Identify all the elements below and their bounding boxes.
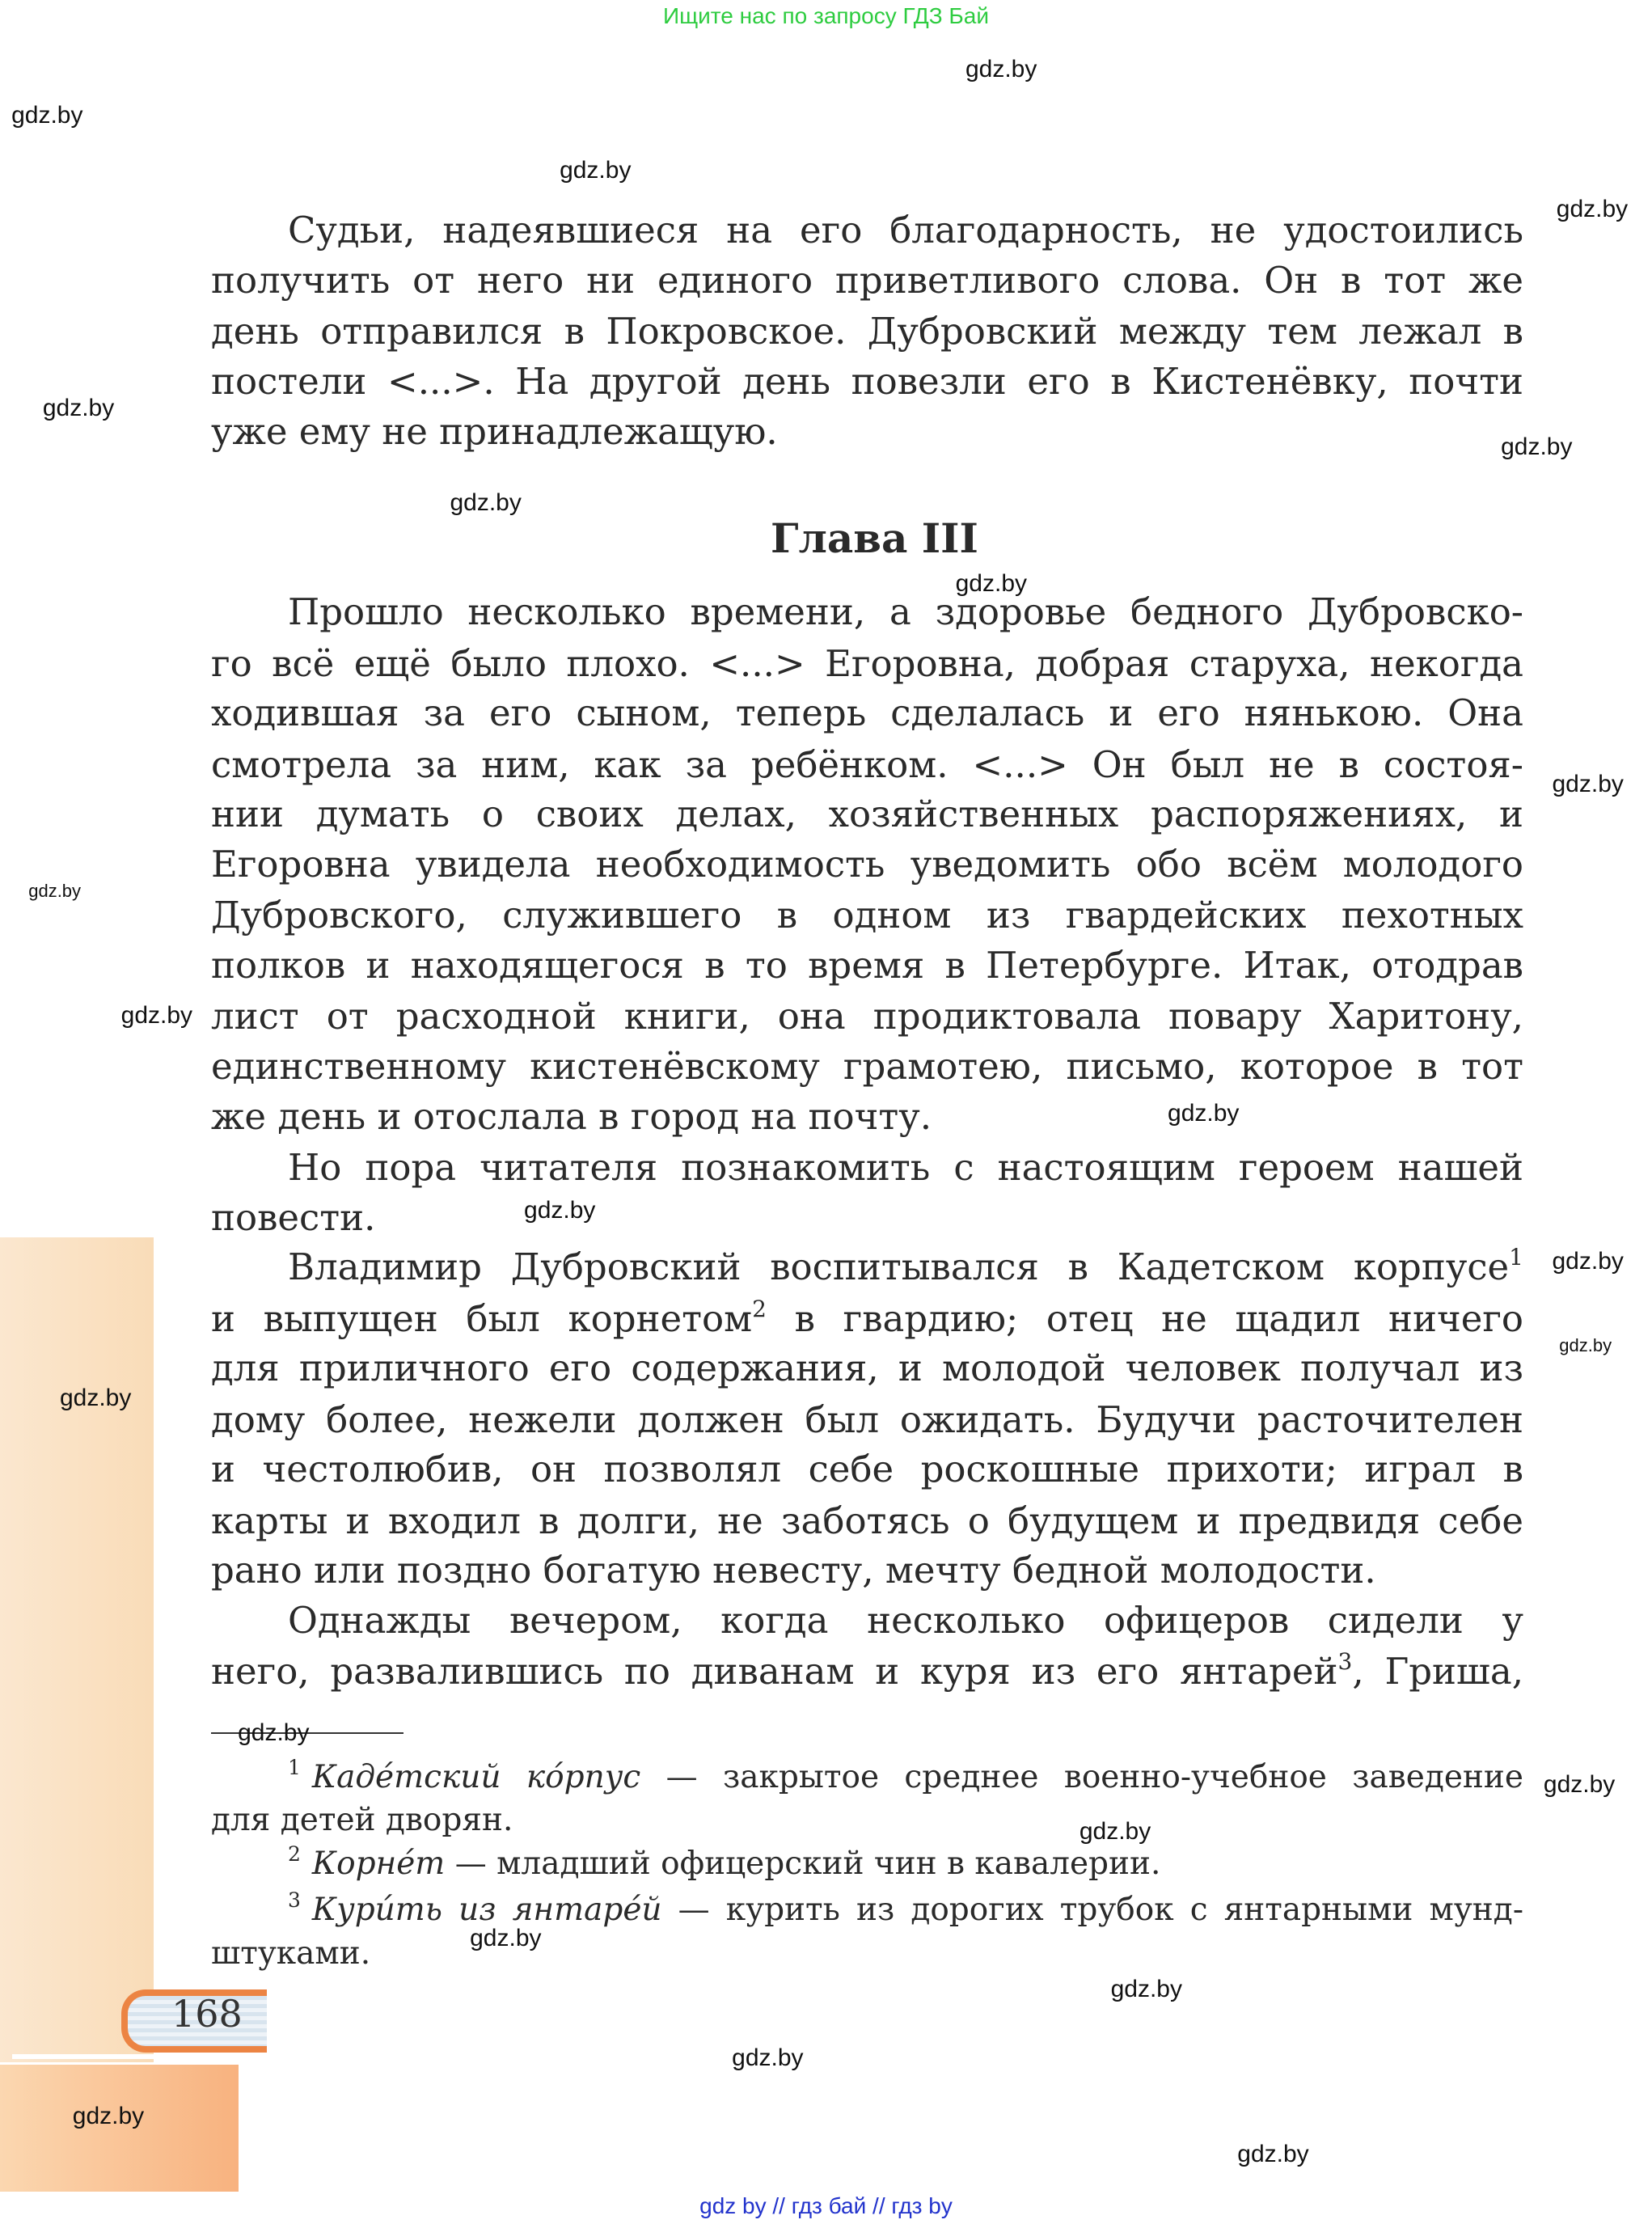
- line-text: повести.: [211, 1195, 376, 1239]
- text-line: [211, 1448, 1523, 1491]
- top-banner[interactable]: Ищите нас по запросу ГДЗ Бай: [662, 3, 990, 28]
- text-line: [288, 1599, 1523, 1643]
- text-line: [211, 1196, 1523, 1240]
- watermark: gdz.by: [450, 488, 522, 516]
- watermark: gdz.by: [1543, 1770, 1616, 1798]
- text-line: [288, 1146, 1523, 1190]
- line-text: Владимир Дубровский воспитывался в Кадетском корпусе: [288, 1245, 1510, 1289]
- text-line: [211, 1398, 1523, 1442]
- chapter-heading: Глава III: [771, 514, 978, 562]
- text-line: [211, 944, 1523, 987]
- watermark: gdz.by: [1168, 1100, 1240, 1127]
- line-text: получить от него ни единого приветливого слова. Он в тот же: [211, 258, 1523, 302]
- watermark: gdz.by: [965, 56, 1037, 83]
- line-text-tail: в гвардию; отец не щадил ничего: [767, 1296, 1523, 1340]
- watermark: gdz.by: [560, 157, 632, 184]
- text-line: [211, 410, 1523, 454]
- watermark: gdz.by: [1552, 771, 1624, 798]
- watermark: gdz.by: [524, 1196, 596, 1224]
- line-text: день отправился в Покровское. Дубровский между тем лежал в: [211, 310, 1523, 353]
- watermark: gdz.by: [120, 1001, 193, 1029]
- line-text: для приличного его содержания, и молодой человек получал из: [211, 1347, 1523, 1390]
- text-line: [211, 691, 1523, 735]
- text-line: [288, 209, 1523, 252]
- watermark: gdz.by: [1559, 1335, 1612, 1356]
- line-text: Но пора читателя познакомить с настоящим героем нашей: [288, 1146, 1523, 1190]
- line-text: Дубровского, служившего в одном из гвардейских пехотных: [211, 894, 1523, 937]
- watermark: gdz.by: [732, 2044, 804, 2071]
- footnote-definition: — младший офицерский чин в кавалерии.: [445, 1846, 1161, 1883]
- line-text: ходившая за его сыном, теперь сделалась и его нянькою. Она: [211, 691, 1523, 735]
- text-line: [211, 1297, 1523, 1341]
- text-line: [211, 1650, 1523, 1693]
- text-line: [211, 360, 1523, 404]
- line-text: смотрела за ним, как за ребёнком. <...> Он был не в состоя-: [211, 742, 1523, 786]
- watermark: gdz.by: [1079, 1817, 1151, 1845]
- text-line: [288, 590, 1523, 634]
- footnote-marker[interactable]: 3: [1337, 1648, 1353, 1676]
- line-text: дому более, нежели должен был ожидать. Будучи расточителен: [211, 1397, 1523, 1441]
- line-text: го всё ещё было плохо. <...> Егоровна, добрая старуха, некогда: [211, 641, 1523, 685]
- watermark: gdz.by: [470, 1924, 542, 1951]
- footnote-number: 1: [288, 1755, 301, 1779]
- footnote-term: Кури́ть из янтаре́й: [311, 1891, 662, 1928]
- footnote-definition: — закрытое среднее военно-учебное заведение: [640, 1758, 1523, 1795]
- text-line: [211, 1095, 1523, 1139]
- watermark: gdz.by: [238, 1719, 310, 1747]
- line-text: единственному кистенёвскому грамотею, письмо, которое в тот: [211, 1044, 1523, 1088]
- footnote: [288, 1755, 1523, 1797]
- line-text: полков и находящегося в то время в Петербурге. Итак, отодрав: [211, 943, 1523, 987]
- footnote-continuation: штуками.: [211, 1935, 371, 1972]
- footnote-continuation: для детей дворян.: [211, 1801, 513, 1838]
- bottom-links[interactable]: gdz by // гдз бай // гдз by: [699, 2193, 953, 2218]
- watermark: gdz.by: [28, 881, 82, 902]
- watermark: gdz.by: [72, 2102, 145, 2129]
- page-number: 168: [171, 1992, 243, 2036]
- text-line: [211, 743, 1523, 787]
- text-line: [211, 894, 1523, 937]
- watermark: gdz.by: [42, 395, 115, 422]
- line-text: него, развалившись по диванам и куря из его янтарей: [211, 1650, 1338, 1693]
- watermark: gdz.by: [1556, 195, 1629, 222]
- text-line: [211, 793, 1523, 836]
- line-text: и выпущен был корнетом: [211, 1296, 753, 1340]
- text-line: [211, 259, 1523, 302]
- text-line: [211, 843, 1523, 886]
- footnote-marker[interactable]: 2: [752, 1295, 767, 1322]
- text-line: [211, 995, 1523, 1038]
- line-text: постели <...>. На другой день повезли его в Кистенёвку, почти: [211, 359, 1523, 403]
- watermark: gdz.by: [955, 570, 1028, 597]
- text-line: [211, 310, 1523, 353]
- line-text: Прошло несколько времени, а здоровье бедного Дубровско-: [288, 590, 1523, 634]
- margin-decoration: [0, 1237, 154, 2062]
- footnote: [288, 1888, 1523, 1930]
- margin-divider: [12, 2054, 239, 2059]
- footnote: [211, 1801, 1523, 1840]
- text-line: [288, 1245, 1523, 1289]
- watermark: gdz.by: [1110, 1976, 1182, 2003]
- line-text: Судьи, надеявшиеся на его благодарность, не удостоились: [288, 209, 1523, 252]
- line-text: Однажды вечером, когда несколько офицеров сидели у: [288, 1599, 1523, 1643]
- line-text: уже ему не принадлежащую.: [211, 409, 778, 453]
- footnote-definition: — курить из дорогих трубок с янтарными мунд-: [661, 1891, 1523, 1928]
- text-line: [211, 642, 1523, 686]
- footnote-term: Корне́т: [311, 1846, 446, 1883]
- footnote-marker[interactable]: 1: [1509, 1244, 1523, 1271]
- watermark: gdz.by: [1501, 433, 1573, 460]
- line-text: карты и входил в долги, не заботясь о будущем и предвидя себе: [211, 1499, 1523, 1542]
- footnote-number: 3: [288, 1888, 301, 1912]
- watermark: gdz.by: [11, 101, 83, 129]
- watermark: gdz.by: [59, 1385, 132, 1412]
- line-text: же день и отослала в город на почту.: [211, 1094, 932, 1138]
- text-line: [211, 1347, 1523, 1390]
- line-text: рано или поздно богатую невесту, мечту бедной молодости.: [211, 1549, 1376, 1592]
- line-text: и честолюбив, он позволял себе роскошные прихоти; играл в: [211, 1448, 1523, 1491]
- watermark: gdz.by: [1237, 2141, 1309, 2168]
- text-line: [211, 1499, 1523, 1543]
- line-text-tail: , Гриша,: [1352, 1650, 1524, 1693]
- line-text: Егоровна увидела необходимость уведомить обо всём молодого: [211, 842, 1523, 886]
- text-line: [211, 1549, 1523, 1592]
- footnote-term: Каде́тский ко́рпус: [311, 1758, 641, 1795]
- line-text: лист от расходной книги, она продиктовала повару Харитону,: [211, 995, 1523, 1038]
- footnote: [211, 1934, 1523, 1973]
- text-line: [211, 1045, 1523, 1089]
- watermark: gdz.by: [1552, 1248, 1624, 1275]
- footnote-number: 2: [288, 1842, 301, 1867]
- line-text: нии думать о своих делах, хозяйственных распоряжениях, и: [211, 793, 1523, 836]
- footnote: [288, 1842, 1523, 1884]
